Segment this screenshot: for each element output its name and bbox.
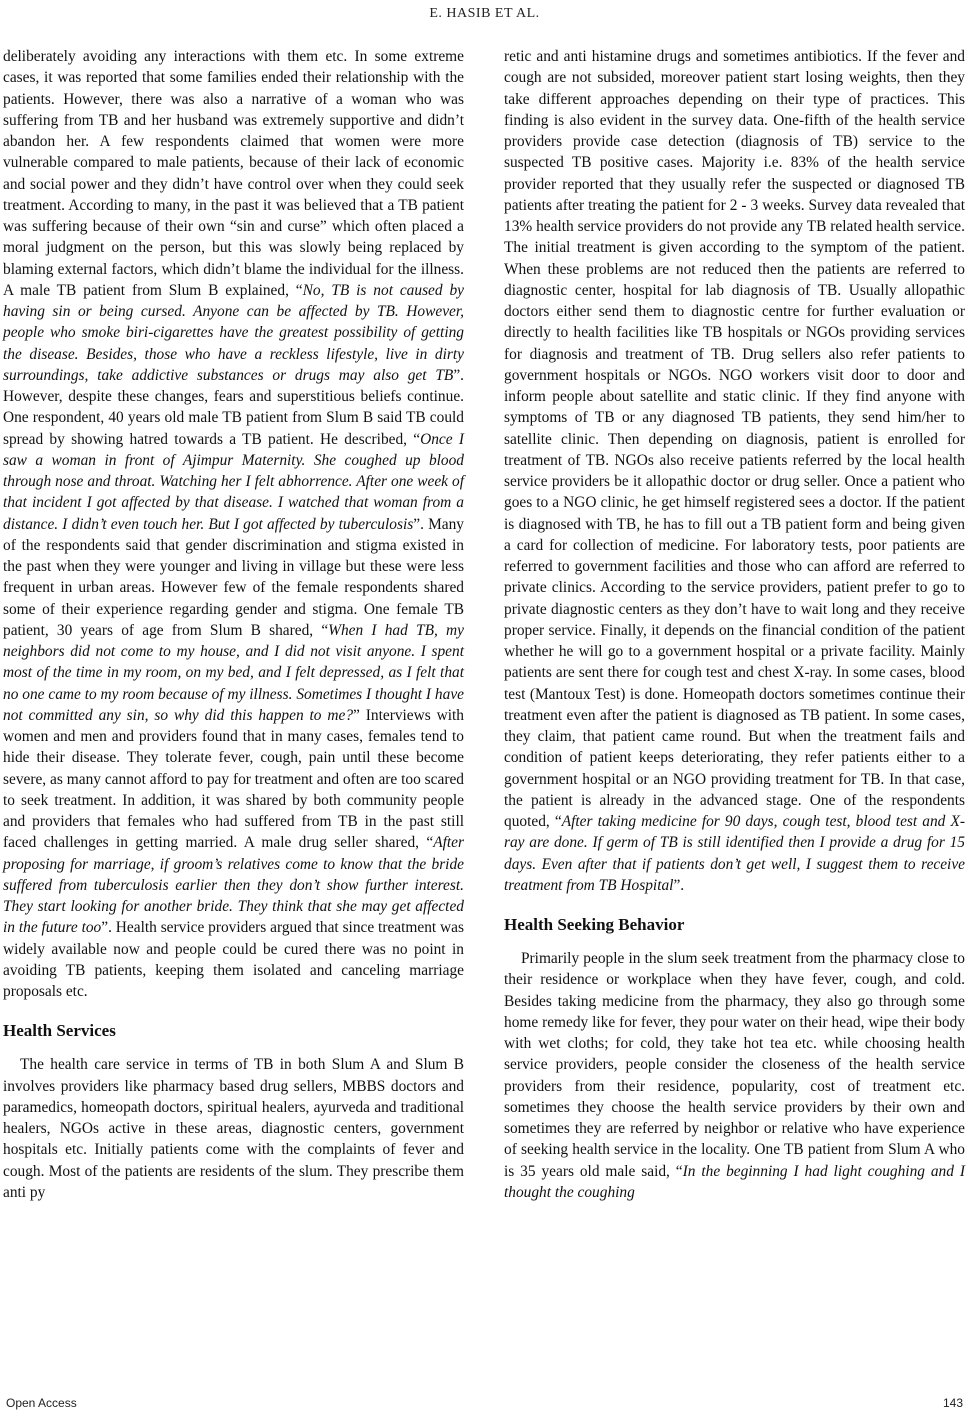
left-quote-3: When I had TB, my neighbors did not come to my house, and I did not visit anyone. I spent most of the time in my room, on my bed, and I felt depressed, as I felt that no one came to my room because of my illness. Sometimes I thought I have not committed any sin, so why did this happen to me? (3, 621, 464, 724)
left-text-4: ” Interviews with women and men and providers found that in many cases, females tend to hide their disease. They tolerate fever, cough, pain until these become severe, as many cannot afford to pay for treatment and often are too scared to seek treatment. In addition, it was shared by both community people and providers that females who had suffered from TB in the past still faced challenges in getting married. A male drug seller shared, “ (3, 706, 464, 852)
left-quote-1: No, TB is not caused by having sin or being cursed. Anyone can be affected by TB. However, people who smoke biri-cigarettes have the greatest possibility of getting the disease. Besides, those who have a reckless lifestyle, live in dirty surroundings, take addictive substances or drugs may also get TB (3, 281, 464, 384)
right-text-1: retic and anti histamine drugs and sometimes antibiotics. If the fever and cough are not subsided, moreover patient start losing weights, then they take different approaches depending on their type of practices. This finding is also evident in the survey data. One-fifth of the health service providers provide case detection (diagnosis of TB) service to the suspected TB positive cases. Majority i.e. 83% of the health service provider reported that they usually refer the suspected or diagnosed TB patients after treating the patient for 2 - 3 weeks. Survey data revealed that 13% health service providers do not provide any TB related health service. The initial treatment is given according to the symptom of the patient. When these problems are not reduced then the patients are referred to diagnostic center, hospital for lab diagnosis of TB. Usually allopathic doctors either send them to diagnostic centre for further evaluation or directly to health facilities like TB hospitals or NGOs providing services for diagnosis and treatment of TB. Drug sellers also refer patients to government hospitals or NGOs. NGO workers visit door to door and inform people about satellite and static clinic. If they find anyone with symptoms of TB or any diagnosed TB patients, they send him/her to satellite clinic. Then depending on diagnosis, patient is enrolled for treatment of TB. NGOs also receive patients referred by the local health service providers be it allopathic doctor or drug seller. Once a patient who goes to a NGO clinic, he get himself registered sees a doctor. If the patient is diagnosed with TB, he has to fill out a TB patient form and being given a card for collection of medicine. For laboratory tests, poor patients are referred to government facilities and those who can afford are referred to private clinics. According to the service providers, patient prefer to go to private diagnostic centers as they don’t have to wait long and they receive proper service. Finally, it depends on the financial condition of the patient whether he will go to a government hospital or a private facility. Mainly patients are sent there for cough test and chest X-ray. In some cases, blood test (Mantoux Test) is done. Homeopath doctors sometimes continue their treatment even after the patient is diagnosed as TB patient. In some cases, they claim, that patient came round. But when the treatment fails and condition of patient keeps deteriorating, they refer patients either to a government hospital or an NGO providing treatment for TB. In that case, the patient is already in the advanced stage. One of the respondents quoted, “ (504, 48, 965, 830)
right-paragraph-2 (504, 948, 965, 1203)
right-quote-1: After taking medicine for 90 days, cough test, blood test and X-ray are done. If germ of TB is still identified then I provide a drug for 15 days. Even after that if patients don’t get well, I suggest them to receive treatment from TB Hospital (504, 813, 965, 894)
page-footer (0, 1396, 969, 1414)
left-text-1: deliberately avoiding any interactions with them etc. In some extreme cases, it was reported that some families ended their relationship with the patients. However, there was also a narrative of a woman who was suffering from TB and her husband was extremely supportive and didn’t abandon her. A few respondents claimed that women were more vulnerable compared to male patients, because of their lack of economic and social power and they didn’t have control over when they could seek treatment. According to many, in the past it was believed that a TB patient was suffering because of their own “sin and curse” which often placed a moral judgment on the person, but this was slowly being replaced by blaming external factors, which didn’t blame the individual for the illness. A male TB patient from Slum B explained, “ (3, 48, 464, 299)
left-quote-2: Once I saw a woman in front of Ajimpur Maternity. She coughed up blood through nose and throat. Watching her I felt abhorrence. After one week of that incident I got affected by that disease. I watched that woman from a distance. I didn’t even touch her. But I got affected by tuberculosis (3, 430, 464, 533)
right-text-2: ”. (673, 876, 685, 894)
left-text-2: ”. However, despite these changes, fears and superstitious beliefs continue. One respondent, 40 years old male TB patient from Slum B said TB could spread by showing hatred towards a TB patient. He described, “ (3, 366, 464, 448)
left-text-3: ”. Many of the respondents said that gender discrimination and stigma existed in the past when they were younger and living in village but these were less frequent in urban areas. However few of the female respondents shared some of their experience regarding gender and stigma. One female TB patient, 30 years of age from Slum B shared, “ (3, 515, 464, 639)
section-heading-health-seeking-behavior: Health Seeking Behavior (504, 915, 685, 934)
left-paragraph-1 (3, 46, 464, 1002)
right-text-3: Primarily people in the slum seek treatment from the pharmacy close to their residence or workplace when they have fever, cough, and cold. Besides taking medicine from the pharmacy, they also go through some home remedy like for fever, they pour water on their head, wipe their body with wet cloths; for cold, they take hot tea etc. while choosing health service providers, people consider the closeness of the health service providers from their residence, popularity, cost of treatment etc. sometimes they choose the health service providers by their own and sometimes they are referred by neighbor or relative who have experience of seeking health service in the locality. One TB patient from Slum A who is 35 years old male said, “ (504, 950, 965, 1180)
right-column (504, 46, 965, 1203)
footer-open-access: Open Access (6, 1396, 77, 1410)
page-number: 143 (942, 1396, 963, 1410)
running-head: E. HASIB ET AL. (429, 6, 540, 21)
left-text-5: ”. Health service providers argued that since treatment was widely available now and people could be cured there was no point in avoiding TB patients, keeping them isolated and canceling marriage proposals etc. (3, 919, 464, 1000)
section-heading-health-services: Health Services (3, 1021, 116, 1041)
left-column (3, 46, 464, 1203)
left-quote-4: After proposing for marriage, if groom’s relatives come to know that the bride suffered from tuberculosis earlier then they don’t show further interest. They start looking for another bride. They think that she may get affected in the future too (3, 834, 464, 937)
left-paragraph-2: The health care service in terms of TB in both Slum A and Slum B involves providers like pharmacy based drug sellers, MBBS doctors and paramedics, homeopath doctors, spiritual healers, ayurveda and traditional healers, NGOs active in these areas, diagnostic centers, government hospitals etc. Initially patients come with the complaints of fever and cough. Most of the patients are residents of the slum. They prescribe them anti py (3, 1056, 464, 1201)
right-paragraph-1 (504, 46, 965, 896)
right-quote-2: In the beginning I had light coughing and I thought the coughing (504, 1162, 965, 1201)
